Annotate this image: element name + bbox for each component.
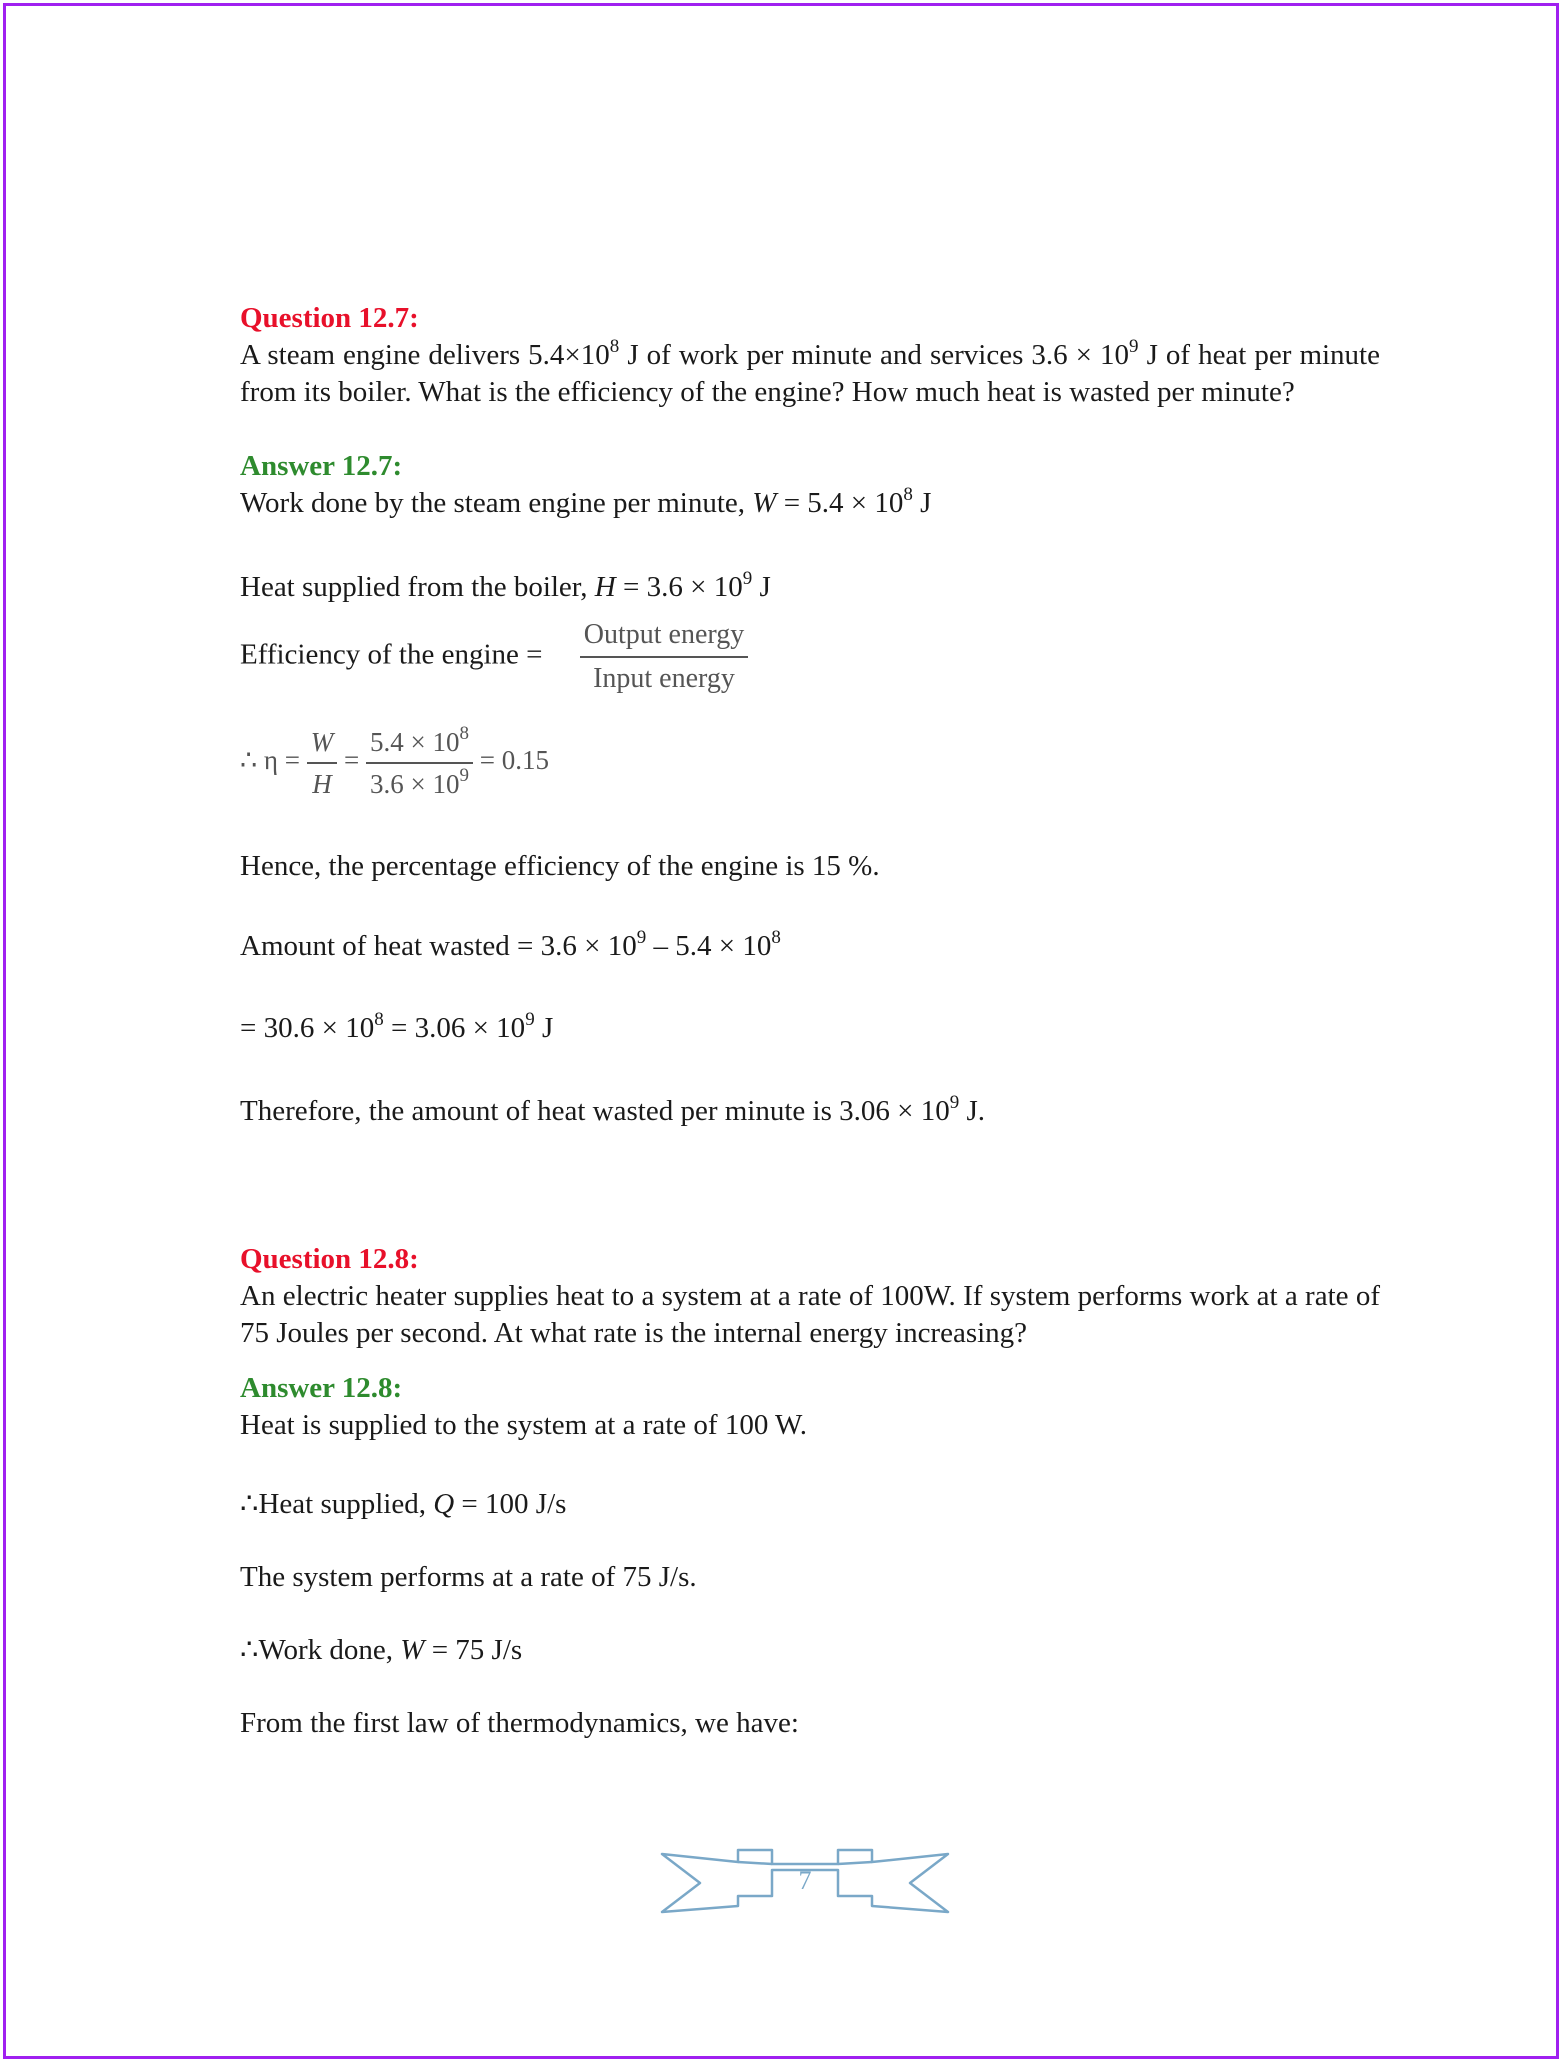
question-12-7-text: A steam engine delivers $5.4\times 10^8$ J of work per minute and services $3.6 \times 10^9$ J of heat per minute from its boiler. What is the efficiency of the engine? How much heat is wasted per minute? bbox=[240, 336, 1380, 408]
heat-supplied-line: Heat supplied from the boiler, $H = 3.6 \times 10^9$ J bbox=[240, 568, 771, 603]
heat-supplied-q-line: ∴Heat supplied, Q = 100 J/s bbox=[240, 1488, 567, 1520]
page-number: 7 bbox=[798, 1866, 812, 1895]
work-done-w-line: ∴Work done, W = 75 J/s bbox=[240, 1634, 523, 1666]
document-body bbox=[240, 300, 1380, 1742]
answer-12-7-heading: Answer 12.7: bbox=[240, 450, 403, 482]
page-footer-ornament bbox=[660, 1848, 950, 1918]
work-rate-line: The system performs at a rate of 75 J/s. bbox=[240, 1561, 697, 1593]
heat-rate-line: Heat is supplied to the system at a rate of 100 W. bbox=[240, 1409, 808, 1441]
efficiency-denominator: Input energy bbox=[593, 663, 735, 694]
heat-wasted-conclusion: Therefore, the amount of heat wasted per minute is $3.06 \times 10^9$ J. bbox=[240, 1092, 986, 1127]
question-12-8-heading: Question 12.8: bbox=[240, 1243, 419, 1275]
efficiency-numerator: Output energy bbox=[580, 614, 748, 658]
answer-12-8-heading: Answer 12.8: bbox=[240, 1372, 403, 1404]
w-over-h-fraction: $\frac{W}{H}$ bbox=[307, 722, 338, 804]
efficiency-label: Efficiency of the engine = bbox=[240, 638, 550, 671]
heat-wasted-line: Amount of heat wasted = $3.6 \times 10^9 - 5.4 \times 10^8$ bbox=[240, 927, 781, 962]
eta-equation: ∴ η = $\frac{W}{H}$ = $\frac{5.4 \times 10^8}{3.6 \times 10^9}$ = 0.15 bbox=[240, 722, 1380, 804]
percentage-efficiency-line: Hence, the percentage efficiency of the engine is 15 %. bbox=[240, 850, 880, 882]
question-12-8-text: An electric heater supplies heat to a system at a rate of 100W. If system performs work at a rate of 75 Joules per second. At what rate is the internal energy increasing? bbox=[240, 1280, 1380, 1349]
question-12-7-heading: Question 12.7: bbox=[240, 302, 419, 334]
work-done-line: Work done by the steam engine per minute, $W = 5.4 \times 10^8$ J bbox=[240, 484, 932, 519]
numeric-fraction: $\frac{5.4 \times 10^8}{3.6 \times 10^9}$ bbox=[366, 722, 473, 804]
first-law-line: From the first law of thermodynamics, we have: bbox=[240, 1707, 799, 1739]
heat-wasted-calculation: = $30.6 \times 10^8 = 3.06 \times 10^9$ J bbox=[240, 1009, 554, 1044]
efficiency-fraction bbox=[580, 614, 748, 700]
efficiency-formula bbox=[240, 614, 1380, 700]
